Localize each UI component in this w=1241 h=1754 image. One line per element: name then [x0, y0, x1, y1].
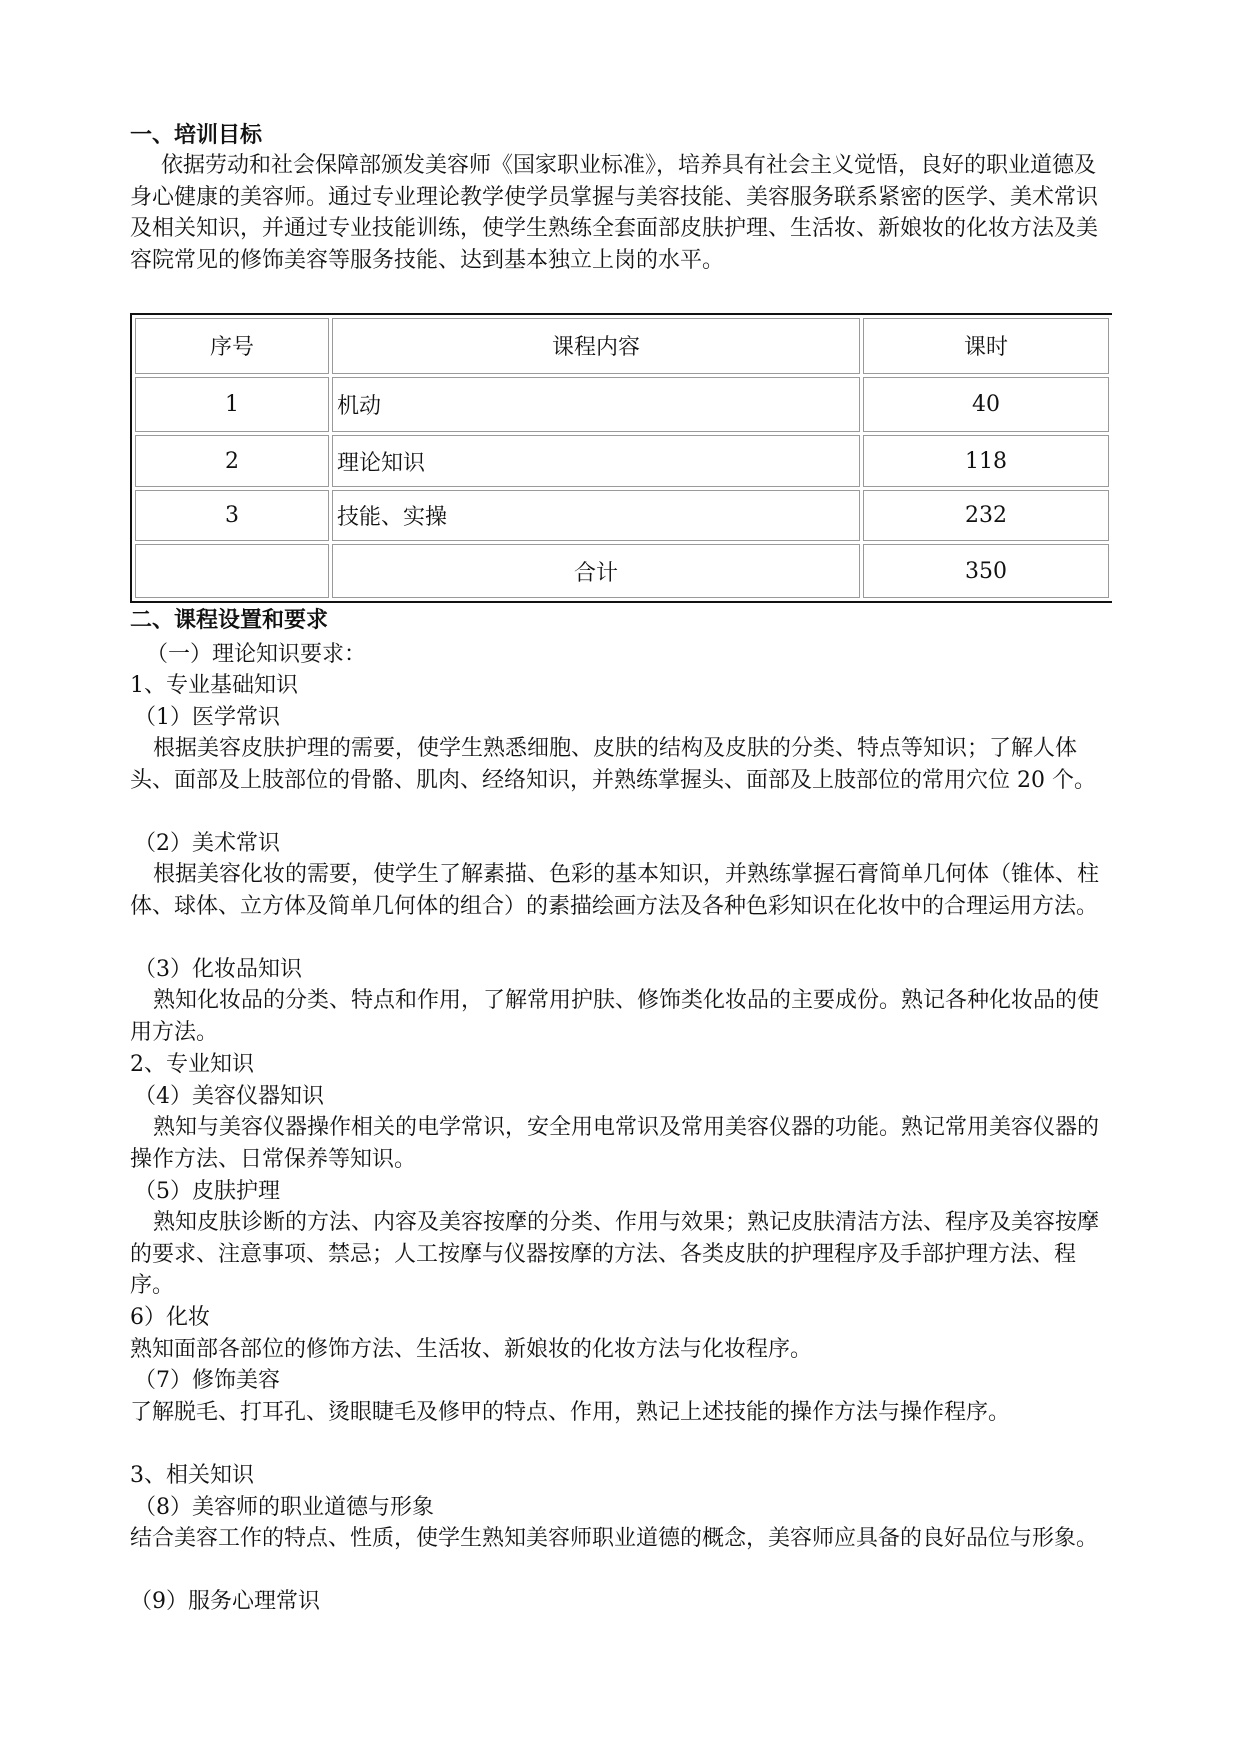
table-total-row — [135, 544, 1109, 598]
row-number: 3 — [135, 490, 329, 541]
row-content: 理论知识 — [332, 435, 860, 486]
item-7-text: 了解脱毛、打耳孔、烫眼睫毛及修甲的特点、作用，熟记上述技能的操作方法与操作程序。 — [130, 1400, 1011, 1425]
total-label: 合计 — [332, 544, 860, 598]
table-row — [135, 490, 1109, 541]
theory-requirements-subheading: （一）理论知识要求： — [146, 642, 367, 667]
header-hours: 课时 — [863, 318, 1109, 374]
row-hours: 118 — [863, 435, 1109, 486]
item-7-title: （7）修饰美容 — [134, 1368, 280, 1393]
table-header-row — [135, 318, 1109, 374]
item-5-title: （5）皮肤护理 — [134, 1179, 280, 1204]
row-number: 1 — [135, 377, 329, 433]
row-hours: 40 — [863, 377, 1109, 433]
item-4-text: 熟知与美容仪器操作相关的电学常识，安全用电常识及常用美容仪器的功能。熟记常用美容仪器的操作方法、日常保养等知识。 — [130, 1115, 1100, 1172]
header-course-content: 课程内容 — [332, 318, 860, 374]
row-content: 技能、实操 — [332, 490, 860, 541]
item-5-text: 熟知皮肤诊断的方法、内容及美容按摩的分类、作用与效果；熟记皮肤清洁方法、程序及美容按摩的要求、注意事项、禁忌；人工按摩与仪器按摩的方法、各类皮肤的护理程序及手部护理方法、程序。 — [130, 1210, 1100, 1298]
training-goal-paragraph: 依据劳动和社会保障部颁发美容师《国家职业标准》，培养具有社会主义觉悟，良好的职业道德及身心健康的美容师。通过专业理论教学使学员掌握与美容技能、美容服务联系紧密的医学、美术常识及相关知识，并通过专业技能训练，使学生熟练全套面部皮肤护理、生活妆、新娘妆的化妆方法及美容院常见的修饰美容等服务技能、达到基本独立上岗的水平。 — [130, 153, 1099, 273]
item-4-title: （4）美容仪器知识 — [134, 1084, 324, 1109]
table-row — [135, 377, 1109, 433]
basic-knowledge-title: 1、专业基础知识 — [130, 673, 298, 698]
section-heading-training-goal: 一、培训目标 — [130, 123, 263, 148]
header-number: 序号 — [135, 318, 329, 374]
related-knowledge-title: 3、相关知识 — [130, 1463, 254, 1488]
item-2-title: （2）美术常识 — [134, 831, 280, 856]
item-8-text: 结合美容工作的特点、性质，使学生熟知美容师职业道德的概念，美容师应具备的良好品位与形象。 — [130, 1526, 1099, 1551]
course-hours-table — [130, 313, 1112, 603]
total-hours: 350 — [863, 544, 1109, 598]
item-6-text: 熟知面部各部位的修饰方法、生活妆、新娘妆的化妆方法与化妆程序。 — [130, 1337, 813, 1362]
row-hours: 232 — [863, 490, 1109, 541]
item-6-title: 6）化妆 — [130, 1305, 210, 1330]
item-1-text: 根据美容皮肤护理的需要，使学生熟悉细胞、皮肤的结构及皮肤的分类、特点等知识；了解人体头、面部及上肢部位的骨骼、肌肉、经络知识，并熟练掌握头、面部及上肢部位的常用穴位 20 个。 — [130, 736, 1096, 793]
item-8-title: （8）美容师的职业道德与形象 — [134, 1495, 434, 1520]
item-2-text: 根据美容化妆的需要，使学生了解素描、色彩的基本知识，并熟练掌握石膏简单几何体（锥体、柱体、球体、立方体及简单几何体的组合）的素描绘画方法及各种色彩知识在化妆中的合理运用方法。 — [130, 862, 1100, 919]
table-row — [135, 435, 1109, 486]
professional-knowledge-title: 2、专业知识 — [130, 1052, 254, 1077]
section-heading-course-setup: 二、课程设置和要求 — [130, 608, 329, 633]
total-empty-cell — [135, 544, 329, 598]
row-content: 机动 — [332, 377, 860, 433]
item-1-title: （1）医学常识 — [134, 705, 280, 730]
row-number: 2 — [135, 435, 329, 486]
item-3-title: （3）化妆品知识 — [134, 957, 302, 982]
item-3-text: 熟知化妆品的分类、特点和作用，了解常用护肤、修饰类化妆品的主要成份。熟记各种化妆品的使用方法。 — [130, 988, 1100, 1045]
item-9-title: （9）服务心理常识 — [130, 1589, 320, 1614]
